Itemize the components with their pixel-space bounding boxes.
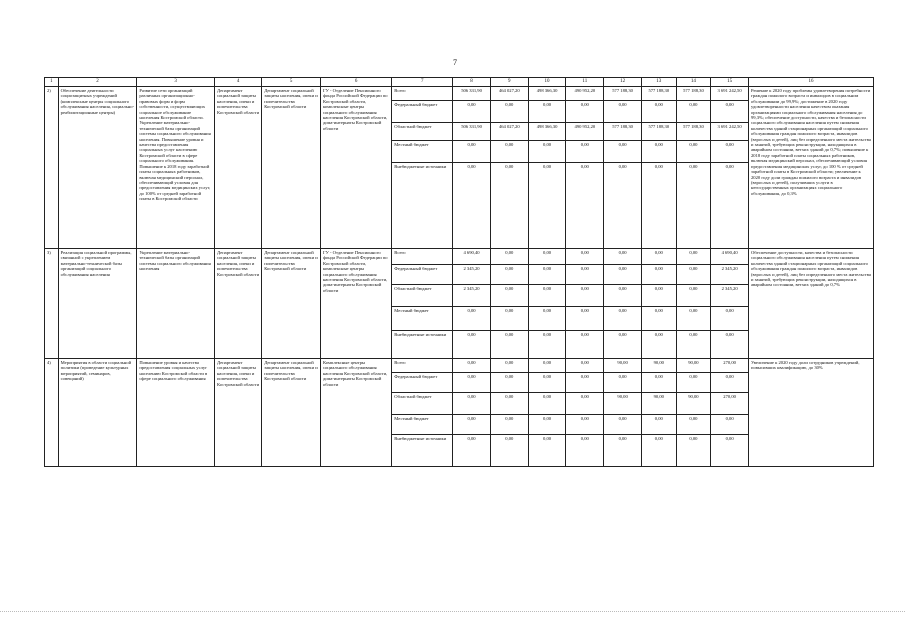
amount-cell: 0,00 xyxy=(528,141,566,163)
amount-cell: 0,00 xyxy=(566,285,604,307)
amount-cell: 0,00 xyxy=(528,249,566,265)
amount-cell: 0,00 xyxy=(490,393,528,415)
amount-cell: 0,00 xyxy=(711,163,749,249)
amount-cell: 0,00 xyxy=(641,307,676,331)
header-cell: 8 xyxy=(453,78,491,87)
page-footer-line xyxy=(0,611,905,612)
funding-source: Федеральный бюджет xyxy=(392,101,453,123)
header-cell: 15 xyxy=(711,78,749,87)
amount-cell: 0,00 xyxy=(566,331,604,359)
amount-cell: 0,00 xyxy=(453,393,491,415)
amount-cell: 0,00 xyxy=(604,141,642,163)
amount-cell: 0,00 xyxy=(676,265,711,285)
program-cell-c5: Департамент социальной защиты населения, опеки и попечительства Костромской области xyxy=(262,359,321,467)
amount-cell: 0,00 xyxy=(490,415,528,435)
header-cell: 7 xyxy=(392,78,453,87)
amount-cell: 506 331,90 xyxy=(453,123,491,141)
amount-cell: 0,00 xyxy=(528,435,566,467)
amount-cell: 0,00 xyxy=(453,163,491,249)
funding-source: Всего xyxy=(392,87,453,101)
expected-results: Обеспечение доступности, качества и безопасности социального обслуживания населения путем снижения количества зданий стационарных организаций социального обслуживания граждан пожилого возраста, инвалидов (взрослых и детей), лиц без определенного места жительства и занятий, требующих реконструкции, находящихся в аварийном состоянии, ветхих зданий до 0,7% xyxy=(748,249,873,359)
program-cell-n: 3) xyxy=(45,249,59,359)
amount-cell: 490 952,20 xyxy=(566,123,604,141)
program-cell-c2: Обеспечение деятельности социозащитных учреждений (комплексные центры социального обслуживания населения, социально-реабилитационные центры) xyxy=(58,87,137,249)
header-cell: 14 xyxy=(676,78,711,87)
amount-cell: 0,00 xyxy=(604,435,642,467)
program-cell-c3: Повышение уровня и качества предоставления социальных услуг населению Костромской области в сфере социального обслуживания xyxy=(137,359,215,467)
program-cell-c3: Укрепление материально-технической базы организаций системы социального обслуживания населения xyxy=(137,249,215,359)
amount-cell: 577 188,30 xyxy=(676,87,711,101)
amount-cell: 0,00 xyxy=(566,373,604,393)
header-cell: 13 xyxy=(641,78,676,87)
program-cell-c6: ГУ - Отделение Пенсионного фонда Российской Федерации по Костромской области, комплексные центры социального обслуживания населения Костромской области, дома-интернаты Костромской области xyxy=(320,87,391,249)
funding-source: Местный бюджет xyxy=(392,415,453,435)
amount-cell: 0,00 xyxy=(453,141,491,163)
amount-cell: 0,00 xyxy=(641,101,676,123)
amount-cell: 0,00 xyxy=(566,307,604,331)
amount-cell: 0,00 xyxy=(528,163,566,249)
amount-cell: 0,00 xyxy=(676,163,711,249)
amount-cell: 0,00 xyxy=(604,265,642,285)
amount-cell: 0,00 xyxy=(490,141,528,163)
amount-cell: 0,00 xyxy=(604,163,642,249)
funding-source: Федеральный бюджет xyxy=(392,265,453,285)
amount-cell: 0,00 xyxy=(676,373,711,393)
amount-cell: 0,00 xyxy=(604,331,642,359)
amount-cell: 464 027,20 xyxy=(490,87,528,101)
amount-cell: 0,00 xyxy=(676,101,711,123)
amount-cell: 3 691 242,50 xyxy=(711,123,749,141)
amount-cell: 498 366,30 xyxy=(528,123,566,141)
amount-cell: 2 345,20 xyxy=(711,265,749,285)
amount-cell: 0,00 xyxy=(566,393,604,415)
amount-cell: 0,00 xyxy=(490,331,528,359)
amount-cell: 577 188,30 xyxy=(641,123,676,141)
amount-cell: 90,00 xyxy=(604,359,642,373)
amount-cell: 0,00 xyxy=(490,435,528,467)
amount-cell: 0,00 xyxy=(528,101,566,123)
amount-cell: 2 345,20 xyxy=(453,265,491,285)
amount-cell: 0,00 xyxy=(641,373,676,393)
amount-cell: 0,00 xyxy=(641,163,676,249)
header-cell: 4 xyxy=(214,78,261,87)
funding-source: Местный бюджет xyxy=(392,307,453,331)
amount-cell: 0,00 xyxy=(528,373,566,393)
amount-cell: 0,00 xyxy=(566,141,604,163)
amount-cell: 0,00 xyxy=(490,285,528,307)
amount-cell: 0,00 xyxy=(453,415,491,435)
amount-cell: 270,00 xyxy=(711,393,749,415)
amount-cell: 2 345,20 xyxy=(711,285,749,307)
funding-source: Внебюджетные источники xyxy=(392,435,453,467)
program-cell-n: 2) xyxy=(45,87,59,249)
table-row xyxy=(45,87,874,101)
amount-cell: 0,00 xyxy=(676,249,711,265)
amount-cell: 4 690,40 xyxy=(711,249,749,265)
funding-source: Всего xyxy=(392,359,453,373)
program-cell-c2: Мероприятия в области социальной политики (проведение культурных мероприятий, семинаров, совещаний) xyxy=(58,359,137,467)
header-cell: 5 xyxy=(262,78,321,87)
amount-cell: 0,00 xyxy=(604,101,642,123)
amount-cell: 0,00 xyxy=(453,307,491,331)
expected-results: Увеличение к 2020 году доли сотрудников учреждений, повысивших квалификацию, до 30% xyxy=(748,359,873,467)
amount-cell: 0,00 xyxy=(641,331,676,359)
amount-cell: 490 952,20 xyxy=(566,87,604,101)
amount-cell: 0,00 xyxy=(528,359,566,373)
program-cell-c2: Реализация социальной программы, связанной с укреплением материально-технической базы организаций социального обслуживания населения xyxy=(58,249,137,359)
amount-cell: 0,00 xyxy=(453,331,491,359)
amount-cell: 0,00 xyxy=(566,163,604,249)
amount-cell: 0,00 xyxy=(676,307,711,331)
funding-source: Внебюджетные источники xyxy=(392,331,453,359)
amount-cell: 0,00 xyxy=(566,359,604,373)
amount-cell: 0,00 xyxy=(604,415,642,435)
amount-cell: 90,00 xyxy=(641,359,676,373)
amount-cell: 0,00 xyxy=(711,101,749,123)
program-cell-n: 4) xyxy=(45,359,59,467)
amount-cell: 577 188,30 xyxy=(676,123,711,141)
amount-cell: 0,00 xyxy=(711,307,749,331)
amount-cell: 0,00 xyxy=(711,435,749,467)
header-cell: 2 xyxy=(58,78,137,87)
program-cell-c6: ГУ - Отделение Пенсионного фонда Российской Федерации по Костромской области, комплексные центры социального обслуживания населения Костромской области, дома-интернаты Костромской области xyxy=(320,249,391,359)
amount-cell: 0,00 xyxy=(676,141,711,163)
amount-cell: 0,00 xyxy=(641,285,676,307)
program-cell-c3: Развитие сети организаций различных организационно-правовых форм и форм собственности, осуществляющих социальное обслуживание населения Костромской области. Укрепление материально-технической базы организаций системы социального обслуживания населения. Повышение уровня и качества предоставления социальных услуг населению Костромской области в сфере социального обслуживания. Повышение к 2018 году заработной платы социальных работников, включая медицинский персонал, обеспечивающий условия для предоставления медицинских услуг, до 100% от средней заработной платы в Костромской области xyxy=(137,87,215,249)
amount-cell: 0,00 xyxy=(528,393,566,415)
amount-cell: 0,00 xyxy=(711,415,749,435)
amount-cell: 0,00 xyxy=(604,249,642,265)
amount-cell: 0,00 xyxy=(641,265,676,285)
page-mark: 7 xyxy=(453,58,457,67)
amount-cell: 0,00 xyxy=(676,415,711,435)
amount-cell: 506 331,90 xyxy=(453,87,491,101)
amount-cell: 0,00 xyxy=(528,285,566,307)
header-cell: 6 xyxy=(320,78,391,87)
amount-cell: 577 188,30 xyxy=(604,87,642,101)
header-cell: 3 xyxy=(137,78,215,87)
amount-cell: 0,00 xyxy=(604,307,642,331)
amount-cell: 0,00 xyxy=(528,415,566,435)
table-row xyxy=(45,359,874,373)
amount-cell: 4 690,40 xyxy=(453,249,491,265)
program-cell-c5: Департамент социальной защиты населения, опеки и попечительства Костромской области xyxy=(262,87,321,249)
amount-cell: 90,00 xyxy=(641,393,676,415)
amount-cell: 0,00 xyxy=(490,307,528,331)
header-cell: 1 xyxy=(45,78,59,87)
amount-cell: 2 345,20 xyxy=(453,285,491,307)
amount-cell: 0,00 xyxy=(566,265,604,285)
amount-cell: 90,00 xyxy=(604,393,642,415)
header-cell: 9 xyxy=(490,78,528,87)
amount-cell: 0,00 xyxy=(711,331,749,359)
amount-cell: 0,00 xyxy=(566,101,604,123)
expected-results: Решение к 2020 году проблемы удовлетворения потребности граждан пожилого возраста и инвалидов в социальном обслуживании до 99,9%; достижение в 2020 году удовлетворенности населения качеством оказания организациями социального обслуживания населения до 99,3%; обеспечение доступности, качества и безопасности социального обслуживания населения путем снижения количества зданий стационарных организаций социального обслуживания граждан пожилого возраста, инвалидов (взрослых и детей), лиц без определенного места жительства и занятий, требующих реконструкции, находящихся в аварийном состоянии, ветхих зданий до 0,7%; повышение к 2018 году заработной платы социальных работников, включая медицинский персонал, обеспечивающий условия предоставления медицинских услуг, до 100 % от средней заработной платы в Костромской области; увеличение к 2020 году доли граждан пожилого возраста и инвалидов (взрослых и детей), получивших услуги в негосударственных организациях социального обслуживания, до 0,3% xyxy=(748,87,873,249)
funding-source: Всего xyxy=(392,249,453,265)
header-cell: 10 xyxy=(528,78,566,87)
amount-cell: 0,00 xyxy=(711,141,749,163)
amount-cell: 90,00 xyxy=(676,393,711,415)
amount-cell: 270,00 xyxy=(711,359,749,373)
amount-cell: 577 188,30 xyxy=(604,123,642,141)
amount-cell: 0,00 xyxy=(566,435,604,467)
amount-cell: 0,00 xyxy=(604,373,642,393)
funding-source: Внебюджетные источники xyxy=(392,163,453,249)
amount-cell: 0,00 xyxy=(641,415,676,435)
amount-cell: 0,00 xyxy=(641,141,676,163)
funding-source: Областной бюджет xyxy=(392,123,453,141)
amount-cell: 0,00 xyxy=(490,265,528,285)
amount-cell: 3 691 242,50 xyxy=(711,87,749,101)
program-cell-c6: Комплексные центры социального обслуживания населения Костромской области, дома-интернаты Костромской области xyxy=(320,359,391,467)
amount-cell: 0,00 xyxy=(676,285,711,307)
header-cell: 16 xyxy=(748,78,873,87)
amount-cell: 0,00 xyxy=(528,265,566,285)
funding-source: Федеральный бюджет xyxy=(392,373,453,393)
amount-cell: 0,00 xyxy=(676,331,711,359)
header-cell: 12 xyxy=(604,78,642,87)
amount-cell: 0,00 xyxy=(711,373,749,393)
amount-cell: 0,00 xyxy=(676,435,711,467)
amount-cell: 0,00 xyxy=(604,285,642,307)
amount-cell: 0,00 xyxy=(490,373,528,393)
amount-cell: 0,00 xyxy=(490,249,528,265)
funding-source: Областной бюджет xyxy=(392,393,453,415)
amount-cell: 577 188,30 xyxy=(641,87,676,101)
amount-cell: 0,00 xyxy=(528,307,566,331)
amount-cell: 0,00 xyxy=(453,101,491,123)
amount-cell: 0,00 xyxy=(490,163,528,249)
amount-cell: 0,00 xyxy=(641,249,676,265)
program-cell-c4: Департамент социальной защиты населения, опеки и попечительства Костромской области xyxy=(214,359,261,467)
program-cell-c4: Департамент социальной защиты населения, опеки и попечительства Костромской области xyxy=(214,249,261,359)
amount-cell: 0,00 xyxy=(566,415,604,435)
funding-source: Местный бюджет xyxy=(392,141,453,163)
amount-cell: 0,00 xyxy=(453,373,491,393)
program-cell-c4: Департамент социальной защиты населения, опеки и попечительства Костромской области xyxy=(214,87,261,249)
table-row xyxy=(45,249,874,265)
header-cell: 11 xyxy=(566,78,604,87)
amount-cell: 0,00 xyxy=(453,435,491,467)
amount-cell: 0,00 xyxy=(641,435,676,467)
amount-cell: 498 366,30 xyxy=(528,87,566,101)
amount-cell: 90,00 xyxy=(676,359,711,373)
amount-cell: 0,00 xyxy=(528,331,566,359)
program-cell-c5: Департамент социальной защиты населения, опеки и попечительства Костромской области xyxy=(262,249,321,359)
amount-cell: 0,00 xyxy=(453,359,491,373)
funding-source: Областной бюджет xyxy=(392,285,453,307)
amount-cell: 0,00 xyxy=(566,249,604,265)
amount-cell: 0,00 xyxy=(490,359,528,373)
header-row xyxy=(45,78,874,87)
program-table xyxy=(44,77,874,467)
amount-cell: 464 027,20 xyxy=(490,123,528,141)
amount-cell: 0,00 xyxy=(490,101,528,123)
